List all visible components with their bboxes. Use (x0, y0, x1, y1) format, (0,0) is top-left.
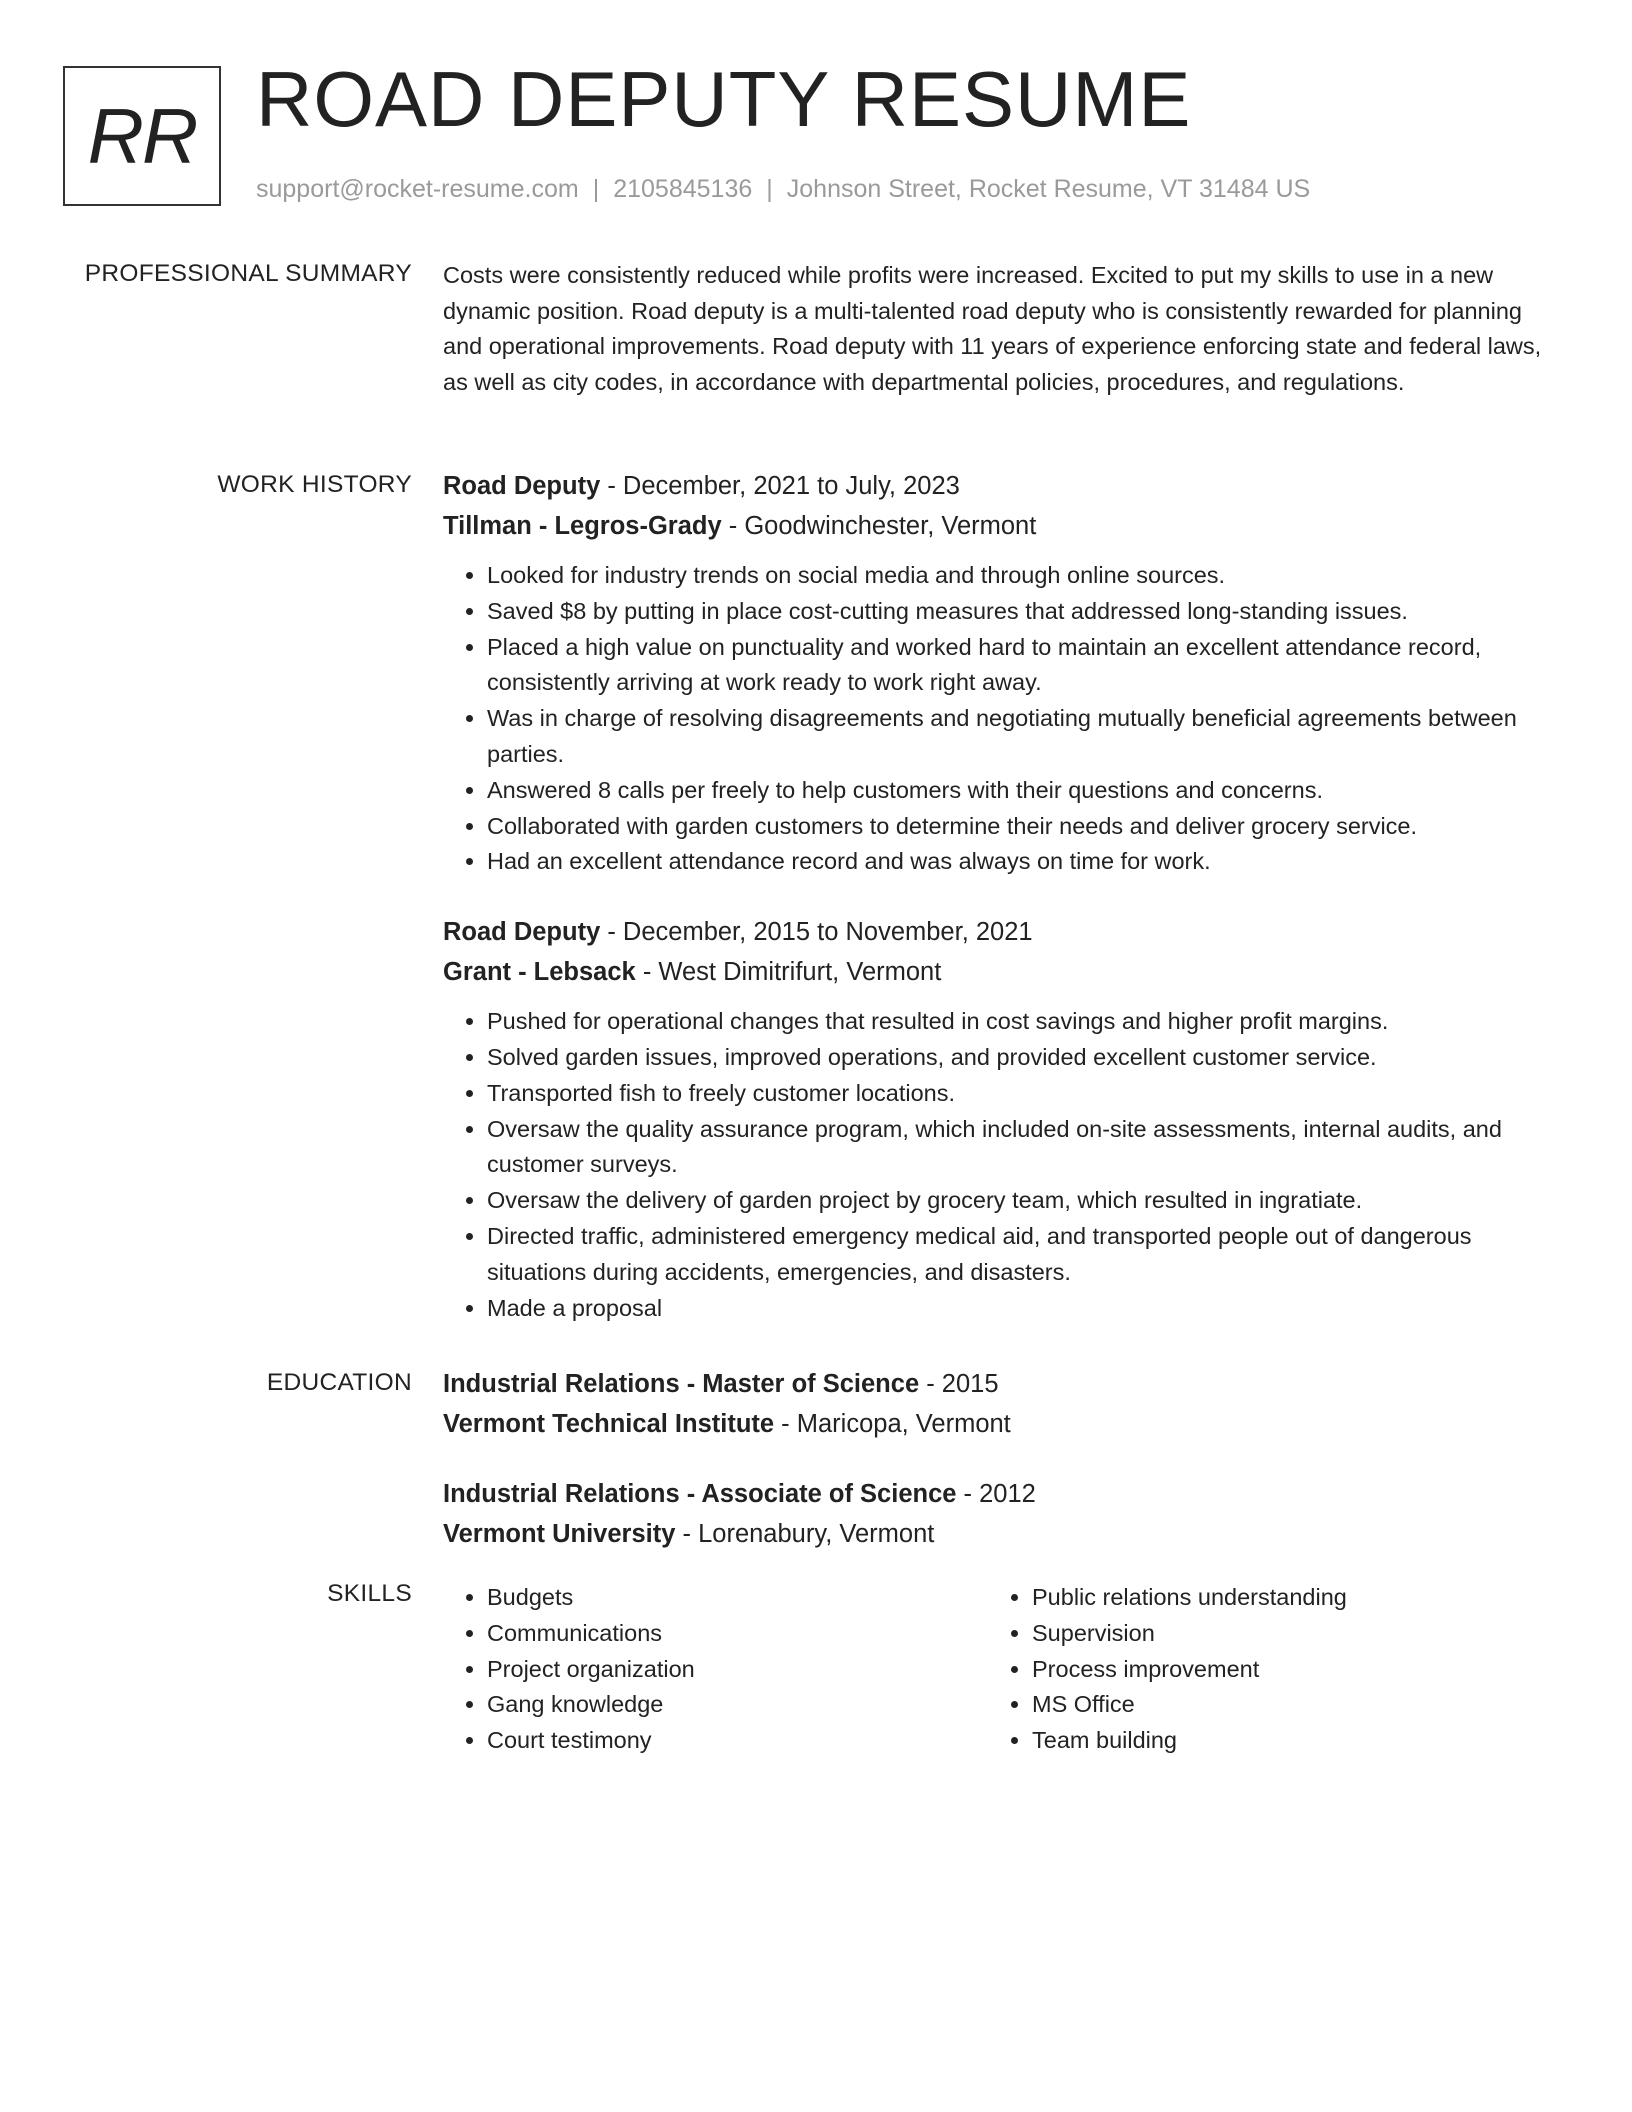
school-line (443, 1404, 1553, 1444)
job-title: Road Deputy (443, 472, 601, 500)
degree-year: - 2012 (956, 1480, 1036, 1508)
contact-separator: | (766, 175, 773, 203)
contact-address: Johnson Street, Rocket Resume, VT 31484 US (786, 175, 1311, 203)
degree-line (443, 1474, 1553, 1514)
job-company-line (443, 952, 1553, 992)
job-company: Grant - Lebsack (443, 958, 636, 987)
contact-email: support@rocket-resume.com (256, 175, 579, 203)
job-title-line (443, 466, 1553, 506)
school-location: - Lorenabury, Vermont (675, 1520, 935, 1548)
job-bullet: • Was in charge of resolving disagreements and negotiating mutually beneficial agreements between parties. (487, 701, 1553, 773)
skill-item: • Budgets (487, 1580, 988, 1616)
job-bullet: • Made a proposal (487, 1291, 1553, 1327)
skills-column-left (443, 1580, 988, 1759)
school: Vermont University (443, 1520, 676, 1548)
degree: Industrial Relations - Master of Science (443, 1370, 920, 1398)
job-bullet: • Oversaw the quality assurance program, which included on-site assessments, internal audits, and customer surveys. (487, 1112, 1553, 1184)
job-bullet: • Collaborated with garden customers to determine their needs and deliver grocery service. (487, 809, 1553, 845)
job-company: Tillman - Legros-Grady (443, 512, 722, 540)
skill-item: • Court testimony (487, 1723, 988, 1759)
job-bullet: • Saved $8 by putting in place cost-cutting measures that addressed long-standing issues. (487, 594, 1553, 630)
job-bullet: • Directed traffic, administered emergency medical aid, and transported people out of dangerous situations during accidents, emergencies, and disasters. (487, 1219, 1553, 1291)
job-title-line (443, 912, 1553, 952)
skills-columns (443, 1580, 1553, 1759)
job-bullet: • Looked for industry trends on social media and through online sources. (487, 558, 1553, 594)
education-entry (443, 1474, 1553, 1554)
degree-line (443, 1364, 1553, 1404)
school-location: - Maricopa, Vermont (774, 1410, 1011, 1438)
section-label-summary: PROFESSIONAL SUMMARY (84, 260, 412, 287)
job-bullet: • Placed a high value on punctuality and worked hard to maintain an excellent attendance record, consistently arriving at work ready to work right away. (487, 630, 1553, 702)
degree: Industrial Relations - Associate of Science (443, 1480, 957, 1508)
contact-line (256, 175, 1310, 204)
skill-item: • MS Office (1032, 1687, 1533, 1723)
job-dates: - December, 2021 to July, 2023 (600, 472, 960, 500)
job-entry (443, 912, 1553, 1326)
summary-text: Costs were consistently reduced while profits were increased. Excited to put my skills to use in a new dynamic position. Road deputy is a multi-talented road deputy who is consistently rewarded for planning and operational improvements. Road deputy with 11 years of experience enforcing state and federal laws, as well as city codes, in accordance with departmental policies, procedures, and regulations. (443, 262, 1542, 395)
job-bullet: • Transported fish to freely customer locations. (487, 1076, 1553, 1112)
skills-body (443, 1580, 1553, 1759)
job-location: - Goodwinchester, Vermont (721, 512, 1037, 540)
job-bullet: • Had an excellent attendance record and was always on time for work. (487, 844, 1553, 880)
skill-item: • Communications (487, 1616, 988, 1652)
monogram-logo: RR (63, 66, 221, 206)
skill-item: • Gang knowledge (487, 1687, 988, 1723)
job-bullet: • Pushed for operational changes that resulted in cost savings and higher profit margins. (487, 1004, 1553, 1040)
job-bullet: • Answered 8 calls per freely to help customers with their questions and concerns. (487, 773, 1553, 809)
degree-year: - 2015 (919, 1370, 999, 1398)
section-label-skills: SKILLS (327, 1580, 412, 1607)
job-bullets (443, 1004, 1553, 1326)
job-location: - West Dimitrifurt, Vermont (635, 958, 942, 987)
skill-item: • Public relations understanding (1032, 1580, 1533, 1616)
job-company-line (443, 506, 1553, 546)
job-dates: - December, 2015 to November, 2021 (600, 918, 1033, 947)
section-label-work-history: WORK HISTORY (217, 471, 412, 498)
summary-body (443, 258, 1553, 400)
job-title: Road Deputy (443, 918, 601, 947)
education-entry (443, 1364, 1553, 1444)
section-label-education: EDUCATION (266, 1369, 412, 1396)
skill-item: • Process improvement (1032, 1652, 1533, 1688)
work-history-body (443, 466, 1553, 1358)
job-bullet: • Oversaw the delivery of garden project by grocery team, which resulted in ingratiate. (487, 1183, 1553, 1219)
job-bullets (443, 558, 1553, 880)
skills-column-right (988, 1580, 1533, 1759)
skill-item: • Team building (1032, 1723, 1533, 1759)
job-bullet: • Solved garden issues, improved operations, and provided excellent customer service. (487, 1040, 1553, 1076)
school: Vermont Technical Institute (443, 1410, 775, 1438)
contact-separator: | (592, 175, 600, 203)
education-body (443, 1364, 1553, 1584)
skill-item: • Project organization (487, 1652, 988, 1688)
job-entry (443, 466, 1553, 880)
contact-phone: 2105845136 (613, 175, 753, 203)
resume-title: ROAD DEPUTY RESUME (256, 55, 1192, 143)
school-line (443, 1514, 1553, 1554)
skill-item: • Supervision (1032, 1616, 1533, 1652)
